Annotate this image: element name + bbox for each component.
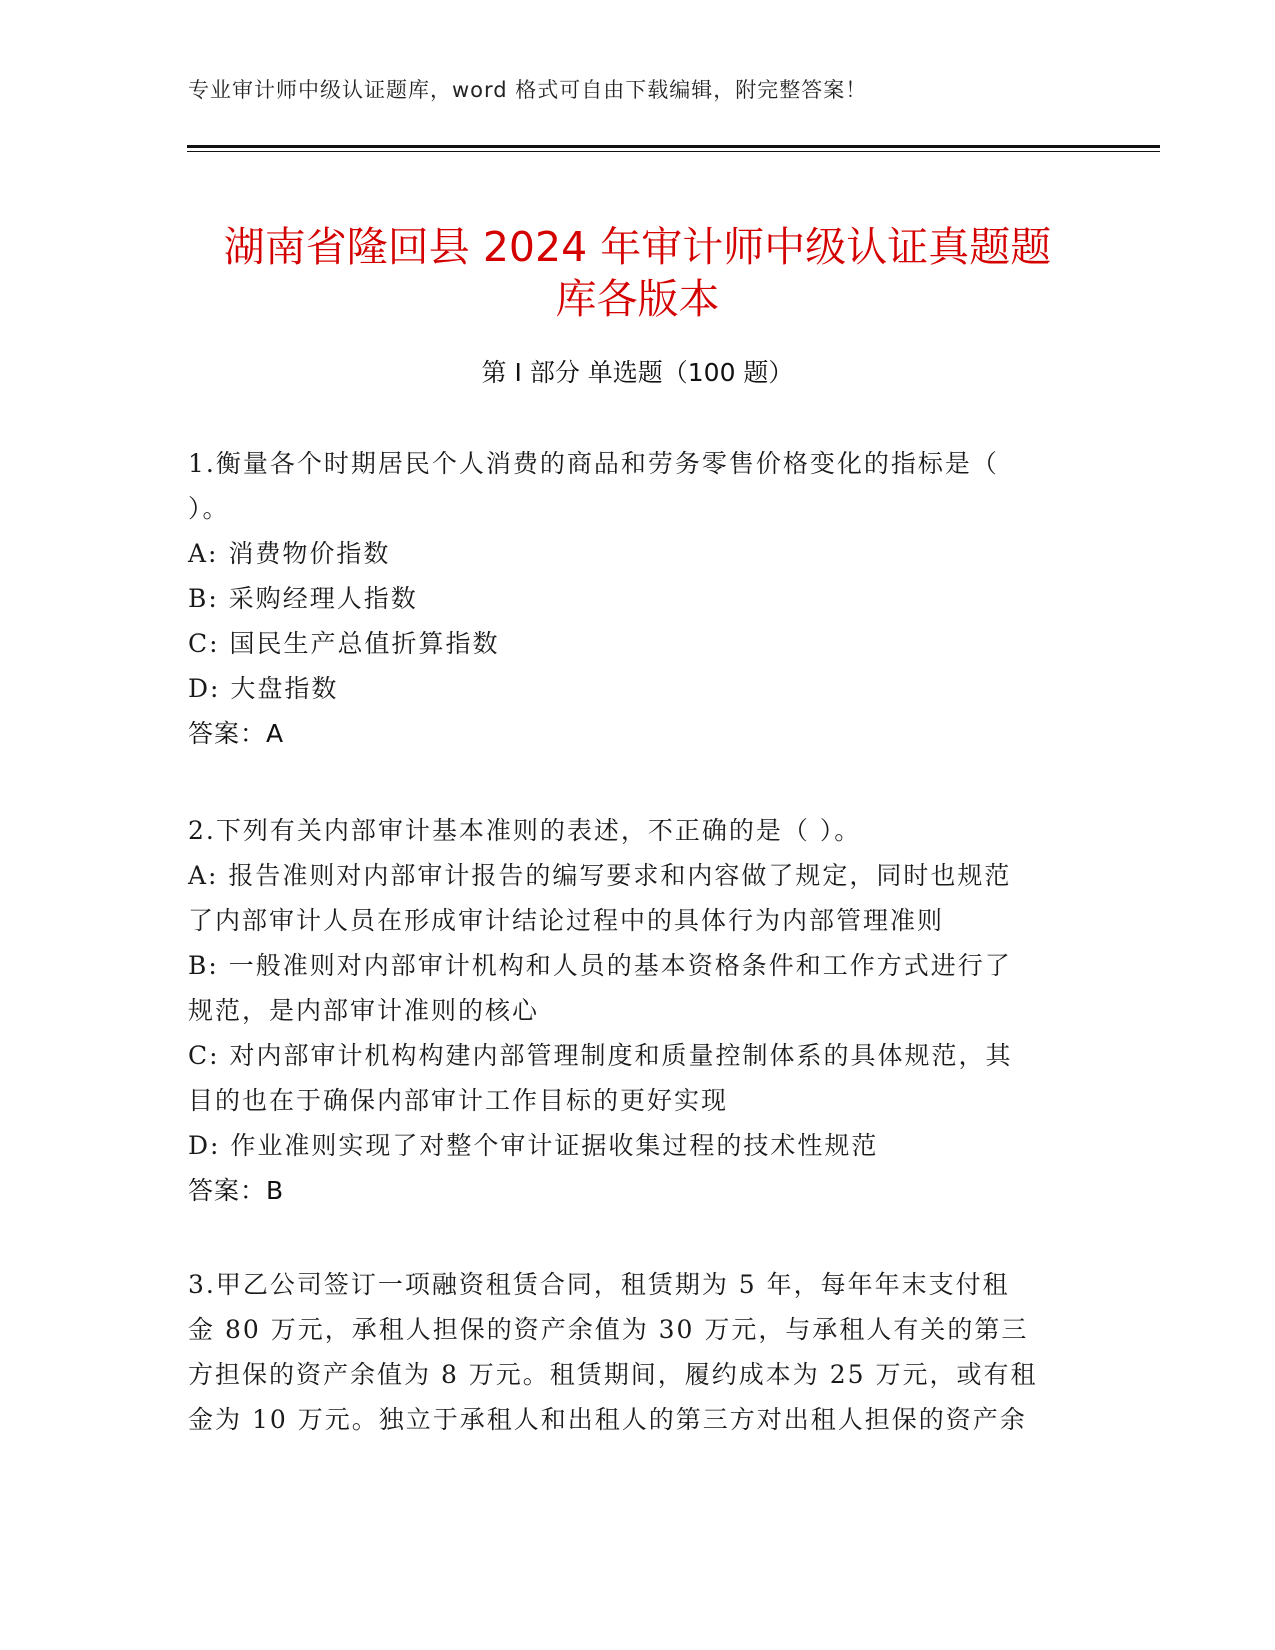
question-1 xyxy=(188,441,1078,756)
option-d: D: 大盘指数 xyxy=(188,674,339,703)
document-title-line: 湖南省隆回县 2024 年审计师中级认证真题题 xyxy=(223,223,1052,272)
question-stem: 1.衡量各个时期居民个人消费的商品和劳务零售价格变化的指标是（ xyxy=(188,449,999,478)
question-stem: 2.下列有关内部审计基本准则的表述，不正确的是（ ）。 xyxy=(188,816,862,845)
document-title-line: 库各版本 xyxy=(555,275,720,324)
document-title xyxy=(150,221,1125,325)
question-stem-continued: 方担保的资产余值为 8 万元。租赁期间，履约成本为 25 万元，或有租 xyxy=(188,1360,1038,1389)
option-b-continued: 规范，是内部审计准则的核心 xyxy=(188,996,540,1025)
answer: 答案：A xyxy=(188,719,285,748)
section-heading: 第 I 部分 单选题（100 题） xyxy=(481,358,794,387)
question-3 xyxy=(188,1262,1078,1442)
option-c-continued: 目的也在于确保内部审计工作目标的更好实现 xyxy=(188,1086,729,1115)
question-stem-continued: 金为 10 万元。独立于承租人和出租人的第三方对出租人担保的资产余 xyxy=(188,1405,1027,1434)
question-stem: 3.甲乙公司签订一项融资租赁合同，租赁期为 5 年，每年年末支付租 xyxy=(188,1270,1010,1299)
header-rule-thin xyxy=(187,151,1160,152)
header-note: 专业审计师中级认证题库，word 格式可自由下载编辑，附完整答案！ xyxy=(188,78,868,102)
option-b: B: 采购经理人指数 xyxy=(188,584,418,613)
question-stem-continued: 金 80 万元，承租人担保的资产余值为 30 万元，与承租人有关的第三 xyxy=(188,1315,1029,1344)
option-d: D: 作业准则实现了对整个审计证据收集过程的技术性规范 xyxy=(188,1131,879,1160)
option-a-continued: 了内部审计人员在形成审计结论过程中的具体行为内部管理准则 xyxy=(188,906,945,935)
answer: 答案：B xyxy=(188,1176,285,1205)
option-a: A: 消费物价指数 xyxy=(188,539,391,568)
option-b: B: 一般准则对内部审计机构和人员的基本资格条件和工作方式进行了 xyxy=(188,951,1012,980)
option-c: C: 对内部审计机构构建内部管理制度和质量控制体系的具体规范，其 xyxy=(188,1041,1013,1070)
header-rule-thick xyxy=(187,145,1160,148)
question-2 xyxy=(188,808,1078,1213)
question-stem-continued: ）。 xyxy=(188,494,230,523)
option-c: C: 国民生产总值折算指数 xyxy=(188,629,500,658)
option-a: A: 报告准则对内部审计报告的编写要求和内容做了规定，同时也规范 xyxy=(188,861,1012,890)
